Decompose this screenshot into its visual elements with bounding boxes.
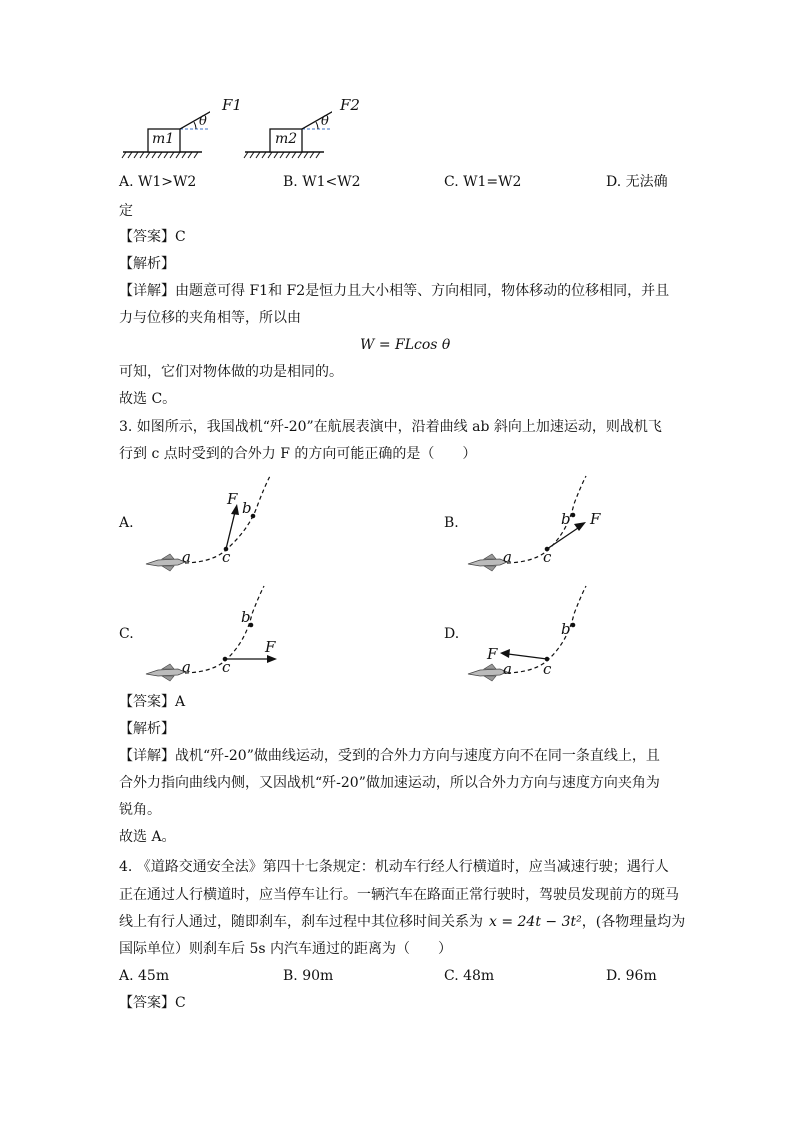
q3-option-c-force-label: F [265,638,276,656]
q4-option-b: B. 90m [283,968,334,984]
q3-option-a-label: A. [119,515,134,531]
q2-option-b: B. W1<W2 [283,174,361,190]
q3-answer: 【答案】A [119,694,186,710]
q2-conclusion: 可知，它们对物体做的功是相同的。 [119,364,343,380]
q2-figure-1 [120,95,210,163]
q2-option-a: A. W1>W2 [119,174,197,190]
q3-option-b-point-b: b [561,510,571,528]
q2-option-d-wrap: 定 [119,203,133,219]
q3-detail-line-3: 锐角。 [119,802,161,818]
q2-fig1-angle-label: θ [199,114,207,129]
q3-option-c-point-a: a [182,658,191,676]
q2-figure-2 [242,95,332,163]
q4-option-a: A. 45m [119,968,170,984]
q3-option-d-point-a: a [503,660,512,678]
q3-option-b-point-c: c [543,548,552,566]
q4-option-d: D. 96m [606,968,657,984]
q4-stem-line-1: 4. 《道路交通安全法》第四十七条规定：机动车行经人行横道时，应当减速行驶；遇行人 [119,859,669,875]
q2-fig1-mass-label: m1 [152,131,175,147]
q3-detail-line-2: 合外力指向曲线内侧，又因战机“歼-20”做加速运动，所以合外力方向与速度方向夹角为 [119,775,660,791]
q3-option-a-figure [140,470,290,580]
q3-choice: 故选 A。 [119,829,176,845]
q2-option-c: C. W1=W2 [444,174,522,190]
q2-option-d: D. 无法确 [606,174,668,190]
q3-analysis-label: 【解析】 [119,721,175,737]
q3-option-c-point-b: b [241,608,251,626]
q2-fig1-force-label: F1 [222,96,242,114]
q2-detail-line-2: 力与位移的夹角相等，所以由 [119,310,301,326]
q3-stem-line-2: 行到 c 点时受到的合外力 F 的方向可能正确的是（ ） [119,446,477,462]
q2-fig2-angle-label: θ [321,114,329,129]
q2-detail-line-1: 【详解】由题意可得 F1和 F2是恒力且大小相等、方向相同，物体移动的位移相同，并且 [119,283,670,299]
q3-option-a-point-a: a [182,548,191,566]
q4-answer: 【答案】C [119,995,186,1011]
q2-analysis-label: 【解析】 [119,256,175,272]
plane-icon [468,664,507,681]
q3-option-c-point-c: c [222,658,231,676]
q3-option-b-point-a: a [503,548,512,566]
q3-option-d-point-b: b [561,620,571,638]
q3-option-d-force-label: F [487,645,498,663]
q4-stem-line-3 [119,913,685,931]
plane-icon [146,554,185,571]
q3-option-c-label: C. [119,626,134,642]
q4-option-c: C. 48m [444,968,495,984]
q4-stem-line-4: 国际单位）则刹车后 5s 内汽车通过的距离为（ ） [119,941,452,957]
q4-stem-line-3-text-a: 线上有行人通过，随即刹车，刹车过程中其位移时间关系为 [119,914,483,930]
q4-formula: x = 24t − 3t² [489,914,582,930]
q4-stem-line-2: 正在通过人行横道时，应当停车让行。一辆汽车在路面正常行驶时，驾驶员发现前方的斑马 [119,887,679,903]
q2-choice: 故选 C。 [119,391,177,407]
plane-icon [468,554,507,571]
q2-answer: 【答案】C [119,229,186,245]
q4-stem-line-3-text-b: ，(各物理量均为 [581,914,686,930]
q3-option-a-point-c: c [222,548,231,566]
plane-icon [146,664,185,681]
q3-option-b-force-label: F [590,510,601,528]
q2-fig2-mass-label: m2 [275,131,298,147]
q3-stem-line-1: 3. 如图所示，我国战机“歼-20”在航展表演中，沿着曲线 ab 斜向上加速运动，则战机飞 [119,419,662,435]
q2-formula: W = FLcos θ [360,337,451,353]
q3-option-d-point-c: c [543,660,552,678]
q3-detail-line-1: 【详解】战机“歼-20”做曲线运动，受到的合外力方向与速度方向不在同一条直线上，且 [119,748,660,764]
q3-option-a-force-label: F [227,490,238,508]
q3-option-d-figure [462,580,612,690]
q3-option-b-label: B. [444,515,459,531]
q3-option-d-label: D. [444,626,460,642]
q3-option-c-figure [140,580,290,690]
q2-fig2-force-label: F2 [340,96,360,114]
q3-option-a-point-b: b [242,499,252,517]
